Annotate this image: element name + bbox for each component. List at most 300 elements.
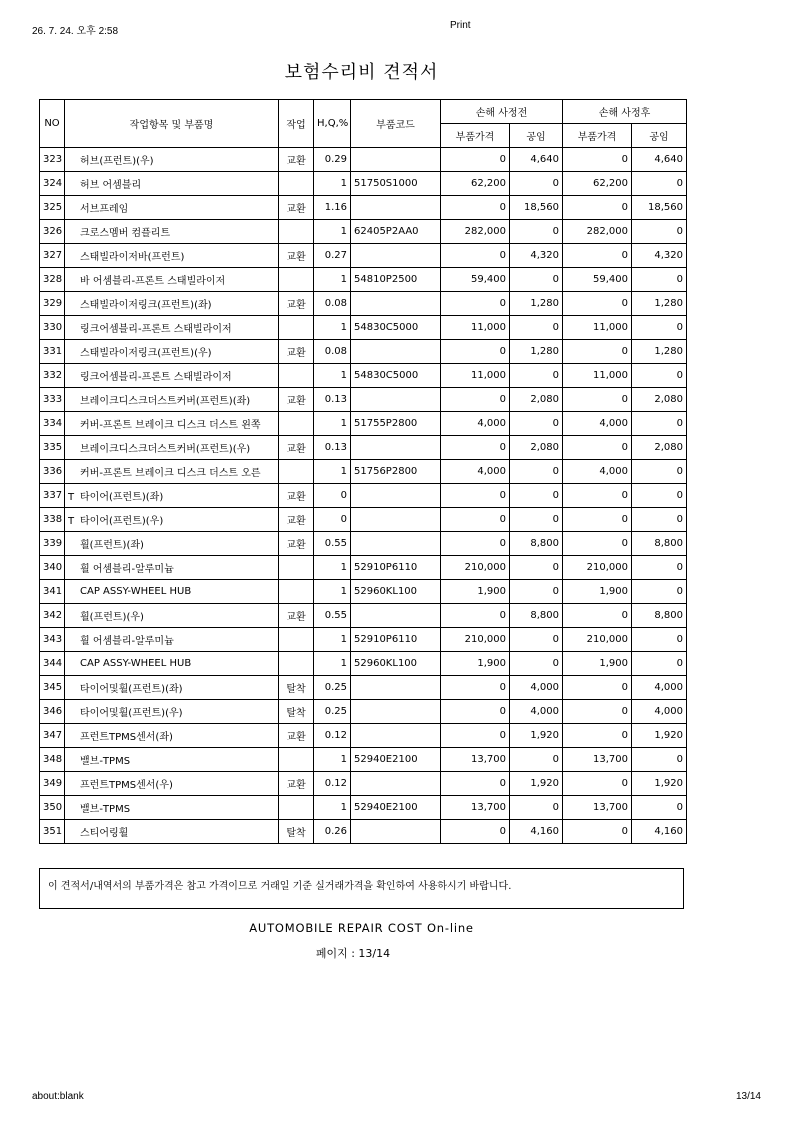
item-name-text: 프런트TPMS센서(우) bbox=[80, 780, 173, 791]
cell-hq: 0.25 bbox=[314, 676, 351, 700]
cell-work-type: 탈착 bbox=[279, 676, 314, 700]
table-row bbox=[40, 580, 687, 604]
cell-hq: 0.25 bbox=[314, 700, 351, 724]
cell-work-type bbox=[279, 220, 314, 244]
cell-part-price-before: 0 bbox=[441, 244, 510, 268]
cell-work-type bbox=[279, 364, 314, 388]
cell-item-name bbox=[65, 460, 279, 484]
cell-hq: 1 bbox=[314, 268, 351, 292]
cell-item-name bbox=[65, 484, 279, 508]
cell-part-code bbox=[351, 244, 441, 268]
cell-hq: 0.55 bbox=[314, 532, 351, 556]
cell-no: 341 bbox=[40, 580, 65, 604]
cell-part-price-before: 0 bbox=[441, 292, 510, 316]
cell-item-name bbox=[65, 796, 279, 820]
cell-hq: 1 bbox=[314, 748, 351, 772]
table-row bbox=[40, 508, 687, 532]
cell-no: 348 bbox=[40, 748, 65, 772]
cell-work-type: 교환 bbox=[279, 196, 314, 220]
cell-part-code bbox=[351, 508, 441, 532]
print-header-label: Print bbox=[450, 20, 471, 31]
cell-part-price-before: 1,900 bbox=[441, 580, 510, 604]
cell-labor-after: 4,640 bbox=[632, 148, 687, 172]
cell-no: 329 bbox=[40, 292, 65, 316]
cell-labor-before: 0 bbox=[510, 484, 563, 508]
cell-work-type bbox=[279, 460, 314, 484]
cell-labor-before: 1,280 bbox=[510, 340, 563, 364]
item-name-text: 타이어(프런트)(우) bbox=[80, 516, 164, 527]
cell-labor-after: 0 bbox=[632, 412, 687, 436]
cell-item-name bbox=[65, 652, 279, 676]
cell-part-code: 52910P6110 bbox=[351, 628, 441, 652]
table-row bbox=[40, 532, 687, 556]
cell-labor-after: 8,800 bbox=[632, 532, 687, 556]
cell-part-code: 52960KL100 bbox=[351, 580, 441, 604]
cell-item-name bbox=[65, 412, 279, 436]
cell-no: 326 bbox=[40, 220, 65, 244]
cell-labor-after: 1,280 bbox=[632, 340, 687, 364]
col-header-labor-after: 공임 bbox=[632, 124, 687, 148]
table-row bbox=[40, 628, 687, 652]
cell-part-price-before: 0 bbox=[441, 604, 510, 628]
cell-item-name bbox=[65, 436, 279, 460]
cell-item-name bbox=[65, 196, 279, 220]
cell-no: 336 bbox=[40, 460, 65, 484]
cell-hq: 0 bbox=[314, 484, 351, 508]
item-name-text: 바 어셈블리-프론트 스태빌라이저 bbox=[80, 276, 226, 287]
cell-labor-before: 0 bbox=[510, 748, 563, 772]
cell-part-price-before: 62,200 bbox=[441, 172, 510, 196]
cell-hq: 1 bbox=[314, 580, 351, 604]
cell-part-price-after: 0 bbox=[563, 604, 632, 628]
cell-part-price-before: 0 bbox=[441, 724, 510, 748]
cell-part-price-after: 0 bbox=[563, 436, 632, 460]
cell-part-price-after: 1,900 bbox=[563, 580, 632, 604]
cell-labor-before: 0 bbox=[510, 628, 563, 652]
cell-no: 338 bbox=[40, 508, 65, 532]
cell-hq: 0.12 bbox=[314, 724, 351, 748]
cell-hq: 0.12 bbox=[314, 772, 351, 796]
cell-work-type bbox=[279, 412, 314, 436]
cell-part-code bbox=[351, 532, 441, 556]
cell-item-name bbox=[65, 244, 279, 268]
cell-part-price-after: 0 bbox=[563, 508, 632, 532]
cell-part-price-before: 0 bbox=[441, 772, 510, 796]
cell-part-price-before: 0 bbox=[441, 388, 510, 412]
cell-no: 350 bbox=[40, 796, 65, 820]
table-row bbox=[40, 556, 687, 580]
cell-labor-before: 0 bbox=[510, 220, 563, 244]
cell-part-code bbox=[351, 484, 441, 508]
cell-labor-before: 0 bbox=[510, 460, 563, 484]
item-name-text: 타이어및휠(프런트)(좌) bbox=[80, 684, 183, 695]
cell-item-name bbox=[65, 820, 279, 844]
cell-part-code bbox=[351, 196, 441, 220]
cell-labor-after: 4,000 bbox=[632, 700, 687, 724]
item-name-text: 타이어및휠(프런트)(우) bbox=[80, 708, 183, 719]
cell-labor-before: 0 bbox=[510, 172, 563, 196]
table-row bbox=[40, 820, 687, 844]
cell-part-price-before: 282,000 bbox=[441, 220, 510, 244]
col-header-code: 부품코드 bbox=[351, 100, 441, 148]
cell-labor-before: 0 bbox=[510, 268, 563, 292]
document-title: 보험수리비 견적서 bbox=[284, 62, 439, 83]
table-row bbox=[40, 796, 687, 820]
cell-item-name bbox=[65, 292, 279, 316]
item-name-text: 크로스멤버 컴플리트 bbox=[80, 228, 171, 239]
table-row bbox=[40, 436, 687, 460]
cell-part-price-after: 13,700 bbox=[563, 748, 632, 772]
cell-part-price-before: 0 bbox=[441, 820, 510, 844]
cell-no: 328 bbox=[40, 268, 65, 292]
table-row bbox=[40, 220, 687, 244]
cell-no: 330 bbox=[40, 316, 65, 340]
cell-labor-after: 0 bbox=[632, 460, 687, 484]
table-header bbox=[40, 100, 687, 148]
cell-labor-before: 4,640 bbox=[510, 148, 563, 172]
cell-hq: 0.27 bbox=[314, 244, 351, 268]
page-indicator: 페이지 : 13/14 bbox=[315, 947, 391, 960]
cell-work-type: 교환 bbox=[279, 532, 314, 556]
cell-no: 337 bbox=[40, 484, 65, 508]
cell-labor-before: 1,920 bbox=[510, 724, 563, 748]
item-name-text: 링크어셈블리-프론트 스태빌라이저 bbox=[80, 372, 232, 383]
cell-work-type: 교환 bbox=[279, 292, 314, 316]
cell-part-price-after: 0 bbox=[563, 700, 632, 724]
cell-labor-after: 0 bbox=[632, 268, 687, 292]
cell-part-code bbox=[351, 148, 441, 172]
cell-labor-after: 4,000 bbox=[632, 676, 687, 700]
table-row bbox=[40, 604, 687, 628]
cell-no: 333 bbox=[40, 388, 65, 412]
cell-labor-before: 4,000 bbox=[510, 676, 563, 700]
item-name-text: 프런트TPMS센서(좌) bbox=[80, 732, 173, 743]
cell-part-code bbox=[351, 772, 441, 796]
footer-url: about:blank bbox=[32, 1091, 84, 1102]
item-name-text: 밸브-TPMS bbox=[80, 804, 131, 815]
cell-work-type: 교환 bbox=[279, 508, 314, 532]
cell-work-type: 교환 bbox=[279, 340, 314, 364]
cell-work-type: 교환 bbox=[279, 724, 314, 748]
item-name-text: 브레이크디스크더스트커버(프런트)(우) bbox=[80, 444, 251, 455]
cell-part-price-after: 0 bbox=[563, 820, 632, 844]
cell-labor-before: 2,080 bbox=[510, 388, 563, 412]
item-name-text: 휠 어셈블리-알루미늄 bbox=[80, 564, 174, 575]
table-row bbox=[40, 340, 687, 364]
cell-work-type bbox=[279, 748, 314, 772]
item-name-text: 스티어링휠 bbox=[80, 828, 129, 839]
cell-part-price-before: 1,900 bbox=[441, 652, 510, 676]
col-header-part-price-after: 부품가격 bbox=[563, 124, 632, 148]
cell-labor-after: 1,280 bbox=[632, 292, 687, 316]
cell-work-type: 교환 bbox=[279, 244, 314, 268]
cell-labor-after: 0 bbox=[632, 484, 687, 508]
cell-part-code: 54830C5000 bbox=[351, 364, 441, 388]
item-name-text: 휠(프런트)(좌) bbox=[80, 540, 144, 551]
cell-no: 343 bbox=[40, 628, 65, 652]
cell-part-price-after: 4,000 bbox=[563, 460, 632, 484]
cell-labor-after: 0 bbox=[632, 748, 687, 772]
cell-part-price-after: 4,000 bbox=[563, 412, 632, 436]
cell-part-price-before: 210,000 bbox=[441, 628, 510, 652]
table-row bbox=[40, 460, 687, 484]
cell-hq: 0.08 bbox=[314, 292, 351, 316]
cell-part-code bbox=[351, 388, 441, 412]
cell-item-name bbox=[65, 556, 279, 580]
price-notice: 이 견적서/내역서의 부품가격은 참고 가격이므로 거래일 기준 실거래가격을 확인하여 사용하시기 바랍니다. bbox=[39, 868, 684, 909]
cell-part-price-before: 0 bbox=[441, 532, 510, 556]
cell-part-code bbox=[351, 604, 441, 628]
system-name: AUTOMOBILE REPAIR COST On-line bbox=[249, 921, 474, 935]
col-header-name: 작업항목 및 부품명 bbox=[65, 100, 279, 148]
cell-labor-after: 0 bbox=[632, 508, 687, 532]
item-name-text: 브레이크디스크더스트커버(프런트)(좌) bbox=[80, 396, 251, 407]
col-header-labor-before: 공임 bbox=[510, 124, 563, 148]
cell-labor-before: 0 bbox=[510, 652, 563, 676]
cell-labor-after: 0 bbox=[632, 556, 687, 580]
estimate-table bbox=[39, 99, 687, 844]
cell-item-name bbox=[65, 508, 279, 532]
cell-no: 332 bbox=[40, 364, 65, 388]
cell-labor-after: 4,320 bbox=[632, 244, 687, 268]
cell-hq: 1 bbox=[314, 460, 351, 484]
cell-no: 345 bbox=[40, 676, 65, 700]
table-row bbox=[40, 724, 687, 748]
cell-part-price-after: 0 bbox=[563, 388, 632, 412]
cell-work-type: 교환 bbox=[279, 436, 314, 460]
cell-item-name bbox=[65, 172, 279, 196]
table-row bbox=[40, 172, 687, 196]
cell-part-code: 51755P2800 bbox=[351, 412, 441, 436]
cell-labor-before: 1,280 bbox=[510, 292, 563, 316]
cell-work-type: 탈착 bbox=[279, 700, 314, 724]
cell-part-price-before: 13,700 bbox=[441, 796, 510, 820]
cell-item-name bbox=[65, 604, 279, 628]
cell-labor-before: 4,000 bbox=[510, 700, 563, 724]
col-header-no: NO bbox=[40, 100, 65, 148]
cell-no: 324 bbox=[40, 172, 65, 196]
cell-labor-after: 0 bbox=[632, 316, 687, 340]
cell-part-price-before: 4,000 bbox=[441, 412, 510, 436]
cell-no: 347 bbox=[40, 724, 65, 748]
table-row bbox=[40, 388, 687, 412]
table-body bbox=[40, 148, 687, 844]
cell-part-price-before: 11,000 bbox=[441, 364, 510, 388]
cell-part-price-after: 0 bbox=[563, 244, 632, 268]
cell-item-name bbox=[65, 700, 279, 724]
cell-work-type: 탈착 bbox=[279, 820, 314, 844]
cell-part-price-before: 59,400 bbox=[441, 268, 510, 292]
cell-labor-after: 0 bbox=[632, 796, 687, 820]
cell-part-code bbox=[351, 340, 441, 364]
cell-no: 334 bbox=[40, 412, 65, 436]
table-row bbox=[40, 484, 687, 508]
cell-labor-before: 8,800 bbox=[510, 604, 563, 628]
cell-part-code: 54830C5000 bbox=[351, 316, 441, 340]
item-prefix: T bbox=[68, 516, 75, 527]
item-prefix: T bbox=[68, 492, 75, 503]
item-name-text: 스태빌라이저바(프런트) bbox=[80, 252, 185, 263]
cell-labor-before: 0 bbox=[510, 556, 563, 580]
cell-labor-before: 4,160 bbox=[510, 820, 563, 844]
cell-part-price-after: 0 bbox=[563, 340, 632, 364]
table-row bbox=[40, 148, 687, 172]
item-name-text: 서브프레임 bbox=[80, 204, 129, 215]
cell-part-price-after: 59,400 bbox=[563, 268, 632, 292]
cell-labor-before: 0 bbox=[510, 580, 563, 604]
cell-work-type: 교환 bbox=[279, 772, 314, 796]
table-row bbox=[40, 196, 687, 220]
cell-part-price-after: 0 bbox=[563, 148, 632, 172]
cell-part-price-after: 210,000 bbox=[563, 628, 632, 652]
cell-part-code bbox=[351, 676, 441, 700]
cell-work-type: 교환 bbox=[279, 148, 314, 172]
cell-item-name bbox=[65, 388, 279, 412]
cell-labor-before: 0 bbox=[510, 412, 563, 436]
cell-labor-before: 8,800 bbox=[510, 532, 563, 556]
cell-part-price-before: 4,000 bbox=[441, 460, 510, 484]
cell-work-type bbox=[279, 172, 314, 196]
cell-part-code: 51756P2800 bbox=[351, 460, 441, 484]
cell-part-price-before: 0 bbox=[441, 436, 510, 460]
cell-part-price-after: 0 bbox=[563, 484, 632, 508]
item-name-text: 커버-프론트 브레이크 디스크 더스트 오른 bbox=[80, 468, 261, 479]
cell-part-code: 51750S1000 bbox=[351, 172, 441, 196]
cell-part-price-before: 0 bbox=[441, 700, 510, 724]
cell-part-price-after: 282,000 bbox=[563, 220, 632, 244]
cell-part-code: 52940E2100 bbox=[351, 748, 441, 772]
cell-no: 342 bbox=[40, 604, 65, 628]
item-name-text: 허브 어셈블리 bbox=[80, 180, 142, 191]
cell-no: 339 bbox=[40, 532, 65, 556]
table-row bbox=[40, 652, 687, 676]
cell-part-code bbox=[351, 820, 441, 844]
table-row bbox=[40, 700, 687, 724]
cell-item-name bbox=[65, 748, 279, 772]
cell-part-code bbox=[351, 700, 441, 724]
cell-hq: 0.13 bbox=[314, 436, 351, 460]
cell-labor-before: 1,920 bbox=[510, 772, 563, 796]
cell-no: 327 bbox=[40, 244, 65, 268]
item-name-text: CAP ASSY-WHEEL HUB bbox=[80, 658, 192, 669]
table-row bbox=[40, 364, 687, 388]
cell-part-price-before: 13,700 bbox=[441, 748, 510, 772]
cell-hq: 0 bbox=[314, 508, 351, 532]
cell-item-name bbox=[65, 268, 279, 292]
col-header-before: 손해 사정전 bbox=[441, 100, 563, 124]
cell-labor-after: 18,560 bbox=[632, 196, 687, 220]
col-header-work: 작업 bbox=[279, 100, 314, 148]
cell-part-price-after: 0 bbox=[563, 196, 632, 220]
table-row bbox=[40, 268, 687, 292]
cell-hq: 1.16 bbox=[314, 196, 351, 220]
col-header-hq: H,Q,% bbox=[314, 100, 351, 148]
cell-work-type: 교환 bbox=[279, 604, 314, 628]
cell-labor-after: 2,080 bbox=[632, 388, 687, 412]
cell-hq: 1 bbox=[314, 364, 351, 388]
item-name-text: 스태빌라이저링크(프런트)(우) bbox=[80, 348, 212, 359]
cell-part-price-after: 0 bbox=[563, 532, 632, 556]
cell-item-name bbox=[65, 148, 279, 172]
cell-labor-before: 0 bbox=[510, 508, 563, 532]
cell-hq: 1 bbox=[314, 796, 351, 820]
cell-item-name bbox=[65, 532, 279, 556]
cell-no: 323 bbox=[40, 148, 65, 172]
cell-labor-after: 0 bbox=[632, 172, 687, 196]
cell-labor-after: 2,080 bbox=[632, 436, 687, 460]
cell-item-name bbox=[65, 724, 279, 748]
cell-work-type bbox=[279, 316, 314, 340]
cell-labor-before: 4,320 bbox=[510, 244, 563, 268]
cell-labor-after: 0 bbox=[632, 220, 687, 244]
cell-hq: 1 bbox=[314, 412, 351, 436]
cell-part-price-before: 11,000 bbox=[441, 316, 510, 340]
cell-item-name bbox=[65, 676, 279, 700]
cell-hq: 0.55 bbox=[314, 604, 351, 628]
cell-work-type bbox=[279, 652, 314, 676]
cell-labor-before: 0 bbox=[510, 316, 563, 340]
cell-labor-after: 0 bbox=[632, 628, 687, 652]
cell-part-code: 54810P2500 bbox=[351, 268, 441, 292]
cell-labor-before: 18,560 bbox=[510, 196, 563, 220]
cell-part-price-before: 210,000 bbox=[441, 556, 510, 580]
cell-item-name bbox=[65, 220, 279, 244]
cell-labor-after: 1,920 bbox=[632, 772, 687, 796]
cell-labor-after: 0 bbox=[632, 364, 687, 388]
cell-work-type bbox=[279, 796, 314, 820]
cell-part-price-before: 0 bbox=[441, 484, 510, 508]
cell-part-price-before: 0 bbox=[441, 340, 510, 364]
cell-hq: 1 bbox=[314, 316, 351, 340]
item-name-text: 휠(프런트)(우) bbox=[80, 612, 144, 623]
col-header-part-price-before: 부품가격 bbox=[441, 124, 510, 148]
item-name-text: 커버-프론트 브레이크 디스크 더스트 왼쪽 bbox=[80, 420, 261, 431]
cell-part-price-after: 11,000 bbox=[563, 316, 632, 340]
col-header-after: 손해 사정후 bbox=[563, 100, 687, 124]
cell-hq: 0.26 bbox=[314, 820, 351, 844]
cell-part-code bbox=[351, 724, 441, 748]
cell-hq: 1 bbox=[314, 172, 351, 196]
cell-work-type bbox=[279, 556, 314, 580]
footer-page-counter: 13/14 bbox=[735, 1091, 761, 1102]
cell-part-code: 52960KL100 bbox=[351, 652, 441, 676]
cell-hq: 0.08 bbox=[314, 340, 351, 364]
cell-part-price-before: 0 bbox=[441, 508, 510, 532]
cell-hq: 1 bbox=[314, 220, 351, 244]
cell-hq: 0.13 bbox=[314, 388, 351, 412]
table-row bbox=[40, 676, 687, 700]
cell-labor-after: 0 bbox=[632, 652, 687, 676]
cell-work-type: 교환 bbox=[279, 388, 314, 412]
cell-part-code: 52940E2100 bbox=[351, 796, 441, 820]
item-name-text: 스태빌라이저링크(프런트)(좌) bbox=[80, 300, 212, 311]
table-row bbox=[40, 292, 687, 316]
cell-no: 344 bbox=[40, 652, 65, 676]
item-name-text: 링크어셈블리-프론트 스태빌라이저 bbox=[80, 324, 232, 335]
table-row bbox=[40, 412, 687, 436]
cell-labor-after: 0 bbox=[632, 580, 687, 604]
cell-part-price-after: 0 bbox=[563, 772, 632, 796]
cell-work-type bbox=[279, 580, 314, 604]
table-row bbox=[40, 316, 687, 340]
table-row bbox=[40, 748, 687, 772]
cell-part-price-after: 13,700 bbox=[563, 796, 632, 820]
cell-no: 331 bbox=[40, 340, 65, 364]
cell-item-name bbox=[65, 340, 279, 364]
cell-part-code: 62405P2AA0 bbox=[351, 220, 441, 244]
cell-part-code: 52910P6110 bbox=[351, 556, 441, 580]
cell-labor-before: 0 bbox=[510, 364, 563, 388]
